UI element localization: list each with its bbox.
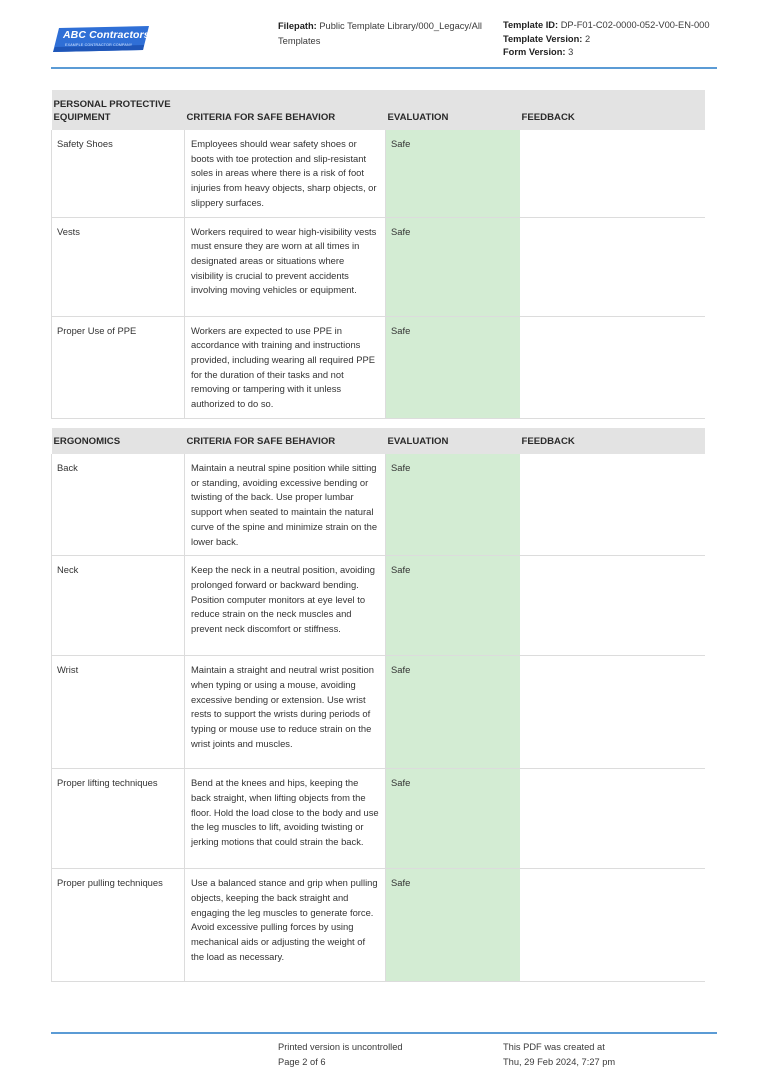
row-item: Proper pulling techniques [52, 869, 185, 982]
row-criteria: Keep the neck in a neutral position, avoiding prolonged forward or backward bending. Position computer monitors at eye level to reduce strain on the neck muscles and prevent neck discomfort or stiffness. [185, 556, 386, 656]
row-criteria: Use a balanced stance and grip when pulling objects, keeping the back straight and engaging the leg muscles to generate force. Avoid excessive pulling forces by using mechanical aids or adjusting the weight of the load as necessary. [185, 869, 386, 982]
form-version-label: Form Version: [503, 47, 566, 57]
row-evaluation[interactable]: Safe [386, 217, 520, 316]
row-feedback[interactable] [520, 556, 705, 656]
ppe-table-header [52, 90, 705, 130]
template-meta [503, 19, 723, 60]
page-number: Page 2 of 6 [278, 1056, 326, 1067]
filepath-value: Public Template Library/000_Legacy/All Templates [278, 21, 482, 46]
row-evaluation[interactable]: Safe [386, 130, 520, 217]
table-row [52, 316, 705, 418]
logo-tagline: EXAMPLE CONTRACTOR COMPANY [65, 43, 133, 47]
filepath-info [278, 19, 498, 49]
ergonomics-table-header [52, 428, 705, 454]
row-item: Back [52, 454, 185, 556]
row-item: Wrist [52, 656, 185, 769]
ppe-table [51, 90, 705, 419]
form-version-line [503, 46, 723, 60]
row-feedback[interactable] [520, 769, 705, 869]
col-header-criteria: CRITERIA FOR SAFE BEHAVIOR [185, 90, 386, 130]
company-logo [51, 26, 151, 52]
row-criteria: Maintain a straight and neutral wrist position when typing or using a mouse, avoiding excessive bending or extension. Use wrist rests to support the wrists during periods of typing or mouse use to reduce strain on the wrist joints and muscles. [185, 656, 386, 769]
row-criteria: Workers required to wear high-visibility vests must ensure they are worn at all times in designated areas or situations where visibility is crucial to prevent accidents involving moving vehicles or equipment. [185, 217, 386, 316]
table-row [52, 656, 705, 769]
row-item: Safety Shoes [52, 130, 185, 217]
table-row [52, 556, 705, 656]
col-header-evaluation: EVALUATION [386, 90, 520, 130]
col-header-feedback: FEEDBACK [520, 90, 705, 130]
footer-divider [51, 1032, 717, 1034]
template-version-line [503, 33, 723, 47]
col-header-evaluation: EVALUATION [386, 428, 520, 454]
table-row [52, 217, 705, 316]
row-evaluation[interactable]: Safe [386, 316, 520, 418]
row-item: Proper lifting techniques [52, 769, 185, 869]
row-feedback[interactable] [520, 869, 705, 982]
table-row [52, 869, 705, 982]
row-criteria: Employees should wear safety shoes or boots with toe protection and slip-resistant soles in areas where there is a risk of foot injuries from heavy objects, sharp objects, or slippery surfaces. [185, 130, 386, 217]
template-version-value: 2 [585, 33, 591, 44]
row-feedback[interactable] [520, 217, 705, 316]
row-feedback[interactable] [520, 316, 705, 418]
row-evaluation[interactable]: Safe [386, 869, 520, 982]
row-evaluation[interactable]: Safe [386, 656, 520, 769]
header-divider [51, 67, 717, 69]
uncontrolled-notice: Printed version is uncontrolled [278, 1042, 403, 1052]
row-feedback[interactable] [520, 656, 705, 769]
footer-print-info [278, 1040, 403, 1069]
form-version-value: 3 [568, 47, 574, 57]
col-header-item: ERGONOMICS [52, 428, 185, 454]
row-feedback[interactable] [520, 130, 705, 217]
table-row [52, 769, 705, 869]
row-item: Proper Use of PPE [52, 316, 185, 418]
table-row [52, 130, 705, 217]
ergonomics-table [51, 428, 705, 982]
logo-name: ABC Contractors [63, 29, 150, 41]
created-label: This PDF was created at [503, 1042, 605, 1052]
col-header-feedback: FEEDBACK [520, 428, 705, 454]
row-criteria: Bend at the knees and hips, keeping the back straight, when lifting objects from the floor. Hold the load close to the body and use the leg muscles to lift, avoiding twisting or jerking motions that could strain the back. [185, 769, 386, 869]
footer-created-info [503, 1040, 615, 1069]
col-header-item: PERSONAL PROTECTIVE EQUIPMENT [52, 90, 185, 130]
row-feedback[interactable] [520, 454, 705, 556]
template-id-value: DP-F01-C02-0000-052-V00-EN-000 [560, 20, 710, 30]
row-evaluation[interactable]: Safe [386, 556, 520, 656]
page-header [51, 16, 717, 68]
template-version-label: Template Version: [503, 33, 583, 44]
filepath-label: Filepath: [278, 21, 317, 31]
row-evaluation[interactable]: Safe [386, 454, 520, 556]
row-criteria: Maintain a neutral spine position while sitting or standing, avoiding excessive bending or twisting of the back. Use proper lumbar support when seated to maintain the natural curve of the spine and minimize strain on the lower back. [185, 454, 386, 556]
row-criteria: Workers are expected to use PPE in accordance with training and instructions provided, including wearing all required PPE for the duration of their tasks and not removing or tampering with it unless authorized to do so. [185, 316, 386, 418]
row-item: Vests [52, 217, 185, 316]
col-header-criteria: CRITERIA FOR SAFE BEHAVIOR [185, 428, 386, 454]
template-id-line [503, 19, 723, 33]
template-id-label: Template ID: [503, 20, 559, 30]
row-item: Neck [52, 556, 185, 656]
row-evaluation[interactable]: Safe [386, 769, 520, 869]
created-timestamp: Thu, 29 Feb 2024, 7:27 pm [503, 1056, 616, 1067]
table-row [52, 454, 705, 556]
